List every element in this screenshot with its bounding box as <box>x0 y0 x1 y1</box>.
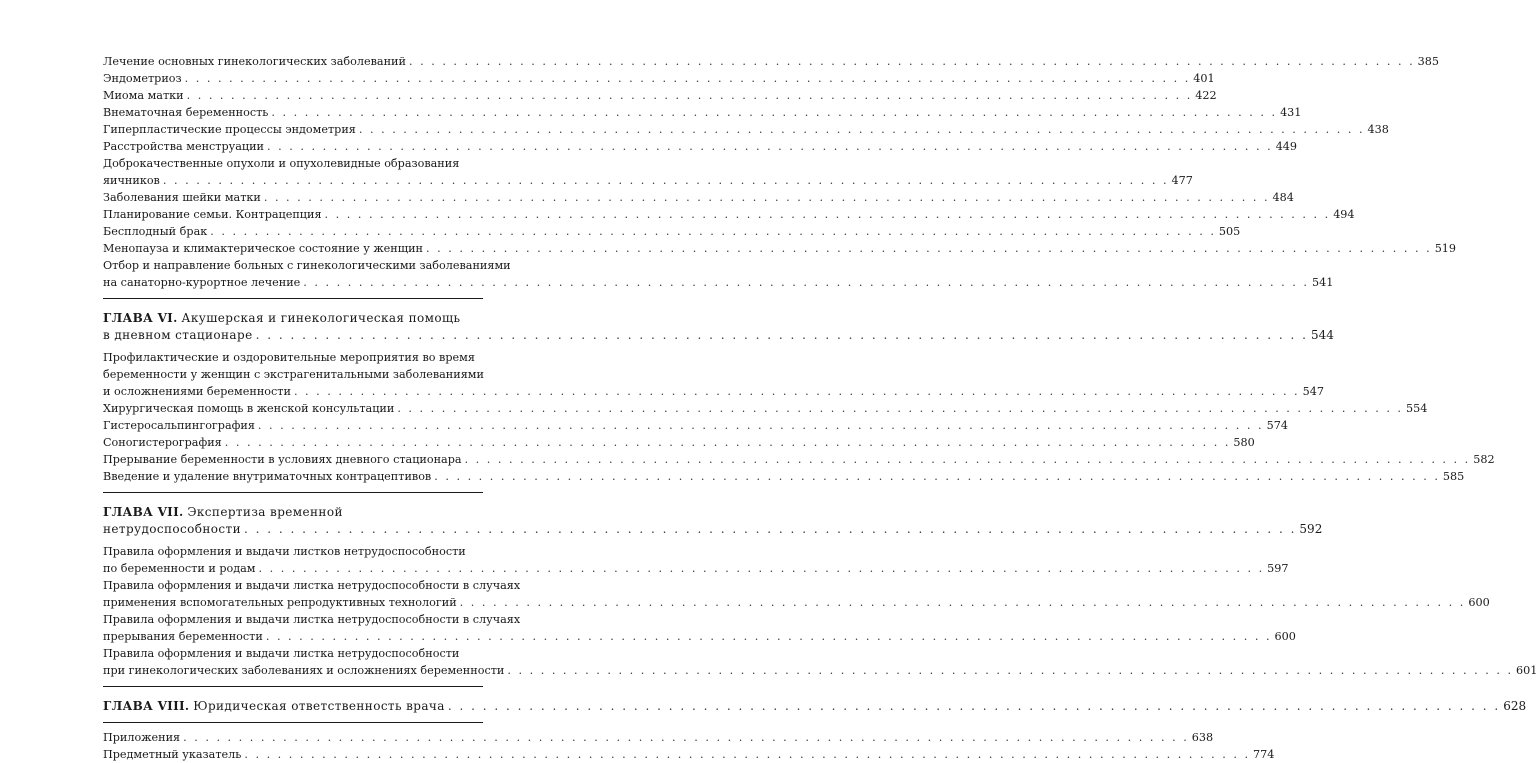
page-number: 438 <box>1367 123 1389 136</box>
chapter-heading-8[interactable] <box>103 698 1527 715</box>
entry-title: Миома матки <box>103 89 184 102</box>
page-number: 544 <box>1311 328 1334 342</box>
page-number: 494 <box>1333 208 1355 221</box>
page-number: 582 <box>1473 453 1495 466</box>
entry-title-line: при гинекологических заболеваниях и осложнениях беременности <box>103 664 505 677</box>
leader-dots <box>448 698 1500 715</box>
page-number: 585 <box>1442 470 1465 483</box>
page-number: 385 <box>1417 55 1440 68</box>
chapter-title: в дневном стационаре <box>103 328 253 342</box>
page-number: 592 <box>1299 522 1323 536</box>
page-number: 484 <box>1272 191 1294 204</box>
entry-title-line: на санаторно-курортное лечение <box>103 276 301 289</box>
entry-title-line: Доброкачественные опухоли и опухолевидные образования <box>103 157 460 170</box>
entry-title-line: прерывания беременности <box>103 630 263 643</box>
leader-dots <box>426 240 1432 257</box>
section-divider <box>103 492 483 493</box>
entry-title-line: Профилактические и оздоровительные мероприятия во время <box>103 351 475 364</box>
entry-title: Соногистерография <box>103 436 222 449</box>
entry-title-line: Правила оформления и выдачи листков нетрудоспособности <box>103 545 466 558</box>
page-number: 638 <box>1191 731 1214 744</box>
section-divider <box>103 298 483 299</box>
entry-title: Введение и удаление внутриматочных контрацептивов <box>103 470 432 483</box>
section-divider <box>103 722 483 723</box>
toc-entry[interactable] <box>103 257 1334 291</box>
entry-title: Бесплодный брак <box>103 225 208 238</box>
leader-dots <box>271 104 1277 121</box>
table-of-contents <box>103 53 1537 763</box>
toc-entry[interactable] <box>103 729 1214 746</box>
toc-entry[interactable] <box>103 746 1275 763</box>
toc-entry[interactable] <box>103 206 1355 223</box>
entry-title: Эндометриоз <box>103 72 182 85</box>
page-number: 628 <box>1503 699 1527 713</box>
page-number: 774 <box>1253 748 1275 761</box>
leader-dots <box>244 521 1296 538</box>
entry-title-line: по беременности и родам <box>103 562 256 575</box>
entry-title-line: Правила оформления и выдачи листка нетрудоспособности <box>103 647 460 660</box>
toc-entry[interactable] <box>103 577 1490 611</box>
leader-dots <box>185 70 1191 87</box>
chapter-heading-6[interactable] <box>103 310 1334 344</box>
toc-entry[interactable] <box>103 87 1217 104</box>
toc-entry[interactable] <box>103 468 1465 485</box>
leader-dots <box>294 383 1300 400</box>
leader-dots <box>256 327 1308 344</box>
toc-entry[interactable] <box>103 121 1389 138</box>
entry-title: Гиперпластические процессы эндометрия <box>103 123 356 136</box>
entry-title: Гистеросальпингография <box>103 419 255 432</box>
chapter-heading-7[interactable] <box>103 504 1323 538</box>
leader-dots <box>325 206 1331 223</box>
entry-title: Менопауза и климактерическое состояние у женщин <box>103 242 424 255</box>
entry-title: Внематочная беременность <box>103 106 269 119</box>
leader-dots <box>187 87 1193 104</box>
chapter-number: ГЛАВА VIII. <box>103 699 190 713</box>
page-number: 431 <box>1280 106 1302 119</box>
entry-title: Прерывание беременности в условиях дневного стационара <box>103 453 462 466</box>
entry-title-line: Правила оформления и выдачи листка нетрудоспособности в случаях <box>103 613 521 626</box>
toc-entry[interactable] <box>103 417 1288 434</box>
page-number: 505 <box>1218 225 1241 238</box>
page-number: 541 <box>1311 276 1334 289</box>
page-number: 554 <box>1405 402 1428 415</box>
page-number: 600 <box>1468 596 1490 609</box>
entry-title: Планирование семьи. Контрацепция <box>103 208 322 221</box>
leader-dots <box>210 223 1216 240</box>
entry-title-line: применения вспомогательных репродуктивных технологий <box>103 596 457 609</box>
leader-dots <box>259 560 1265 577</box>
leader-dots <box>507 662 1513 679</box>
leader-dots <box>225 434 1231 451</box>
toc-entry[interactable] <box>103 451 1495 468</box>
toc-entry[interactable] <box>103 104 1302 121</box>
page-number: 601 <box>1516 664 1537 677</box>
toc-entry[interactable] <box>103 349 1324 400</box>
leader-dots <box>163 172 1169 189</box>
page-number: 574 <box>1266 419 1288 432</box>
toc-entry[interactable] <box>103 53 1440 70</box>
page-number: 600 <box>1274 630 1296 643</box>
toc-entry[interactable] <box>103 70 1215 87</box>
toc-entry[interactable] <box>103 223 1241 240</box>
page-number: 422 <box>1195 89 1217 102</box>
toc-entry[interactable] <box>103 611 1296 645</box>
entry-title: Предметный указатель <box>103 748 242 761</box>
entry-title-line: Правила оформления и выдачи листка нетрудоспособности в случаях <box>103 579 521 592</box>
page-number: 519 <box>1434 242 1457 255</box>
leader-dots <box>267 138 1273 155</box>
page-number: 580 <box>1233 436 1255 449</box>
chapter-title: Акушерская и гинекологическая помощь <box>181 311 461 325</box>
toc-entry[interactable] <box>103 400 1428 417</box>
chapter-number: ГЛАВА VII. <box>103 505 184 519</box>
entry-title: Хирургическая помощь в женской консультации <box>103 402 395 415</box>
leader-dots <box>258 417 1264 434</box>
page-number: 477 <box>1171 174 1193 187</box>
toc-entry[interactable] <box>103 155 1193 189</box>
leader-dots <box>434 468 1440 485</box>
leader-dots <box>266 628 1272 645</box>
leader-dots <box>460 594 1466 611</box>
page-number: 401 <box>1193 72 1215 85</box>
leader-dots <box>183 729 1189 746</box>
leader-dots <box>465 451 1471 468</box>
entry-title-line: беременности у женщин с экстрагенитальными заболеваниями <box>103 368 484 381</box>
entry-title-line: яичников <box>103 174 160 187</box>
chapter-title: Юридическая ответственность врача <box>193 699 445 713</box>
chapter-title: Экспертиза временной <box>187 505 343 519</box>
toc-entry[interactable] <box>103 645 1537 679</box>
section-divider <box>103 686 483 687</box>
page-number: 449 <box>1275 140 1298 153</box>
chapter-number: ГЛАВА VI. <box>103 311 178 325</box>
chapter-title: нетрудоспособности <box>103 522 241 536</box>
leader-dots <box>303 274 1309 291</box>
leader-dots <box>264 189 1270 206</box>
entry-title-line: и осложнениями беременности <box>103 385 291 398</box>
toc-entry[interactable] <box>103 138 1298 155</box>
entry-title: Заболевания шейки матки <box>103 191 261 204</box>
toc-entry[interactable] <box>103 434 1255 451</box>
entry-title: Приложения <box>103 731 181 744</box>
leader-dots <box>359 121 1365 138</box>
page-number: 547 <box>1302 385 1324 398</box>
page-number: 597 <box>1267 562 1289 575</box>
leader-dots <box>409 53 1415 70</box>
toc-entry[interactable] <box>103 240 1457 257</box>
toc-entry[interactable] <box>103 189 1294 206</box>
leader-dots <box>397 400 1403 417</box>
toc-entry[interactable] <box>103 543 1289 577</box>
entry-title: Расстройства менструации <box>103 140 265 153</box>
leader-dots <box>244 746 1250 763</box>
entry-title: Лечение основных гинекологических заболеваний <box>103 55 406 68</box>
entry-title-line: Отбор и направление больных с гинекологическими заболеваниями <box>103 259 511 272</box>
